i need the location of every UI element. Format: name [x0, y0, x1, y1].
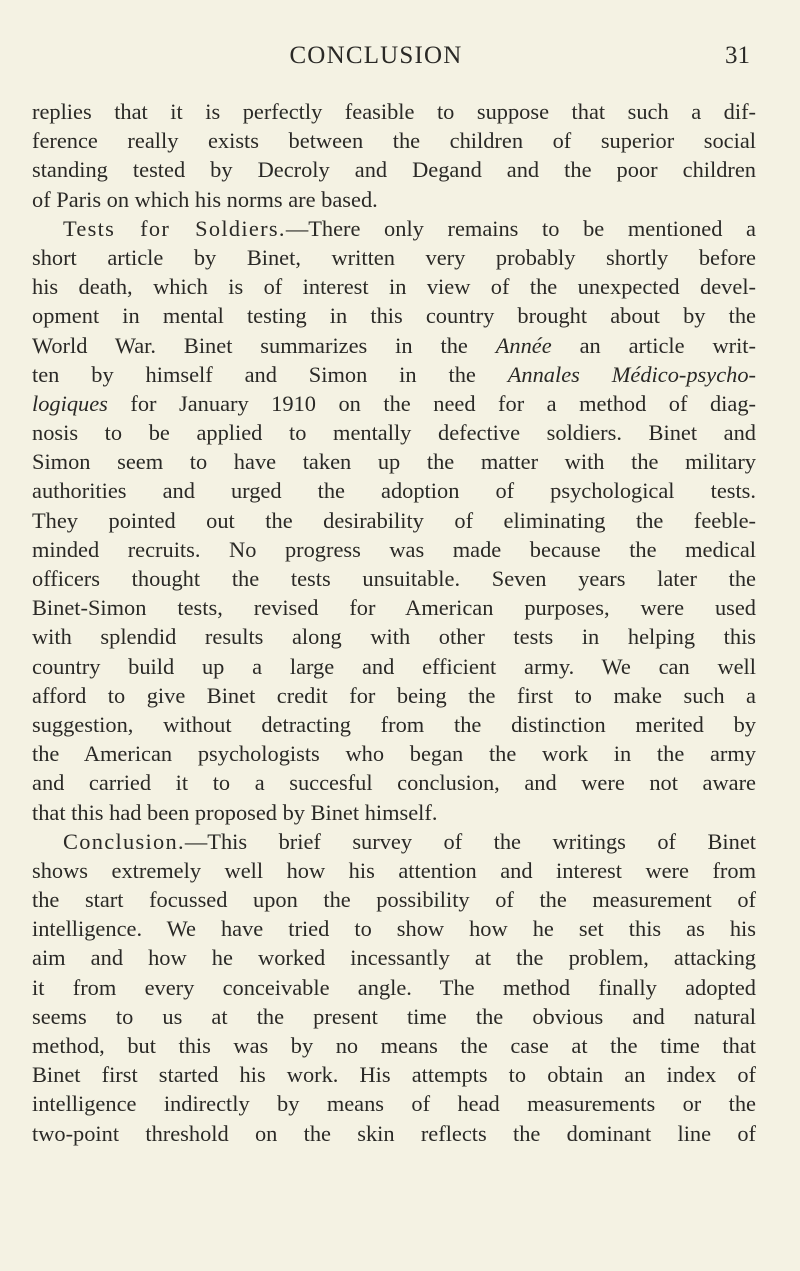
text-line: shows extremely well how his attention and interest were from [32, 857, 756, 883]
text-line: They pointed out the desirability of eliminating the feeble- [32, 507, 756, 533]
text-run: an article writ- [551, 332, 756, 358]
running-head: CONCLUSION [289, 42, 463, 69]
italic-title: Année [495, 332, 552, 358]
text-line: authorities and urged the adoption of psychological tests. [32, 478, 756, 504]
body-text [32, 97, 756, 1148]
section-heading-conclusion: Conclusion. [63, 828, 185, 854]
text-line: it from every conceivable angle. The method finally adopted [32, 974, 756, 1000]
text-run: World War. Binet summarizes in the [32, 332, 496, 358]
text-line: of Paris on which his norms are based. [32, 186, 378, 212]
text-line: and carried it to a succesful conclusion, and were not aware [32, 770, 756, 796]
text-line: minded recruits. No progress was made because the medical [32, 536, 756, 562]
text-line: that this had been proposed by Binet himself. [32, 799, 438, 825]
section-heading-tests-for-soldiers: Tests for Soldiers. [63, 215, 286, 241]
text-line: the start focussed upon the possibility of the measurement of [32, 887, 756, 913]
text-run: —There only remains to be mentioned a [285, 215, 756, 241]
text-line: ference really exists between the children of superior social [32, 128, 756, 154]
text-line: opment in mental testing in this country brought about by the [32, 303, 756, 329]
section-line-tests-for-soldiers [32, 214, 756, 243]
text-line: suggestion, without detracting from the distinction merited by [32, 711, 756, 737]
text-line: method, but this was by no means the case at the time that [32, 1033, 756, 1058]
text-line: afford to give Binet credit for being the first to make such a [32, 682, 756, 708]
text-line-with-italic [32, 389, 756, 418]
text-line: with splendid results along with other tests in helping this [32, 624, 756, 650]
text-line: two-point threshold on the skin reflects the dominant line of [32, 1120, 756, 1146]
text-line-with-italic [32, 331, 756, 360]
text-line: intelligence. We have tried to show how he set this as his [32, 916, 756, 942]
text-line: his death, which is of interest in view of the unexpected devel- [32, 274, 756, 300]
section-line-conclusion [32, 827, 756, 856]
text-line: Simon seem to have taken up the matter with the military [32, 449, 756, 475]
page-number: 31 [725, 42, 750, 69]
text-line: Binet-Simon tests, revised for American purposes, were used [32, 595, 756, 621]
text-run: for January 1910 on the need for a method of diag- [107, 390, 756, 416]
text-run: ten by himself and Simon in the [32, 361, 508, 387]
text-line: aim and how he worked incessantly at the problem, attacking [32, 945, 756, 971]
text-line: country build up a large and efficient army. We can well [32, 653, 756, 679]
text-line: replies that it is perfectly feasible to suppose that such a dif- [32, 99, 756, 124]
italic-title: Annales Médico-psycho- [507, 361, 756, 387]
text-line: short article by Binet, written very probably shortly before [32, 244, 756, 270]
text-line: intelligence indirectly by means of head measurements or the [32, 1091, 756, 1117]
page-header [0, 42, 800, 82]
text-run: —This brief survey of the writings of Binet [184, 828, 756, 854]
italic-title: logiques [32, 390, 108, 416]
text-line-with-italic [32, 360, 756, 389]
text-line: Binet first started his work. His attempts to obtain an index of [32, 1062, 756, 1088]
text-line: seems to us at the present time the obvious and natural [32, 1003, 756, 1029]
text-line: officers thought the tests unsuitable. Seven years later the [32, 566, 756, 591]
text-line: standing tested by Decroly and Degand and the poor children [32, 157, 756, 183]
text-line: the American psychologists who began the work in the army [32, 741, 756, 767]
text-line: nosis to be applied to mentally defective soldiers. Binet and [32, 420, 756, 446]
